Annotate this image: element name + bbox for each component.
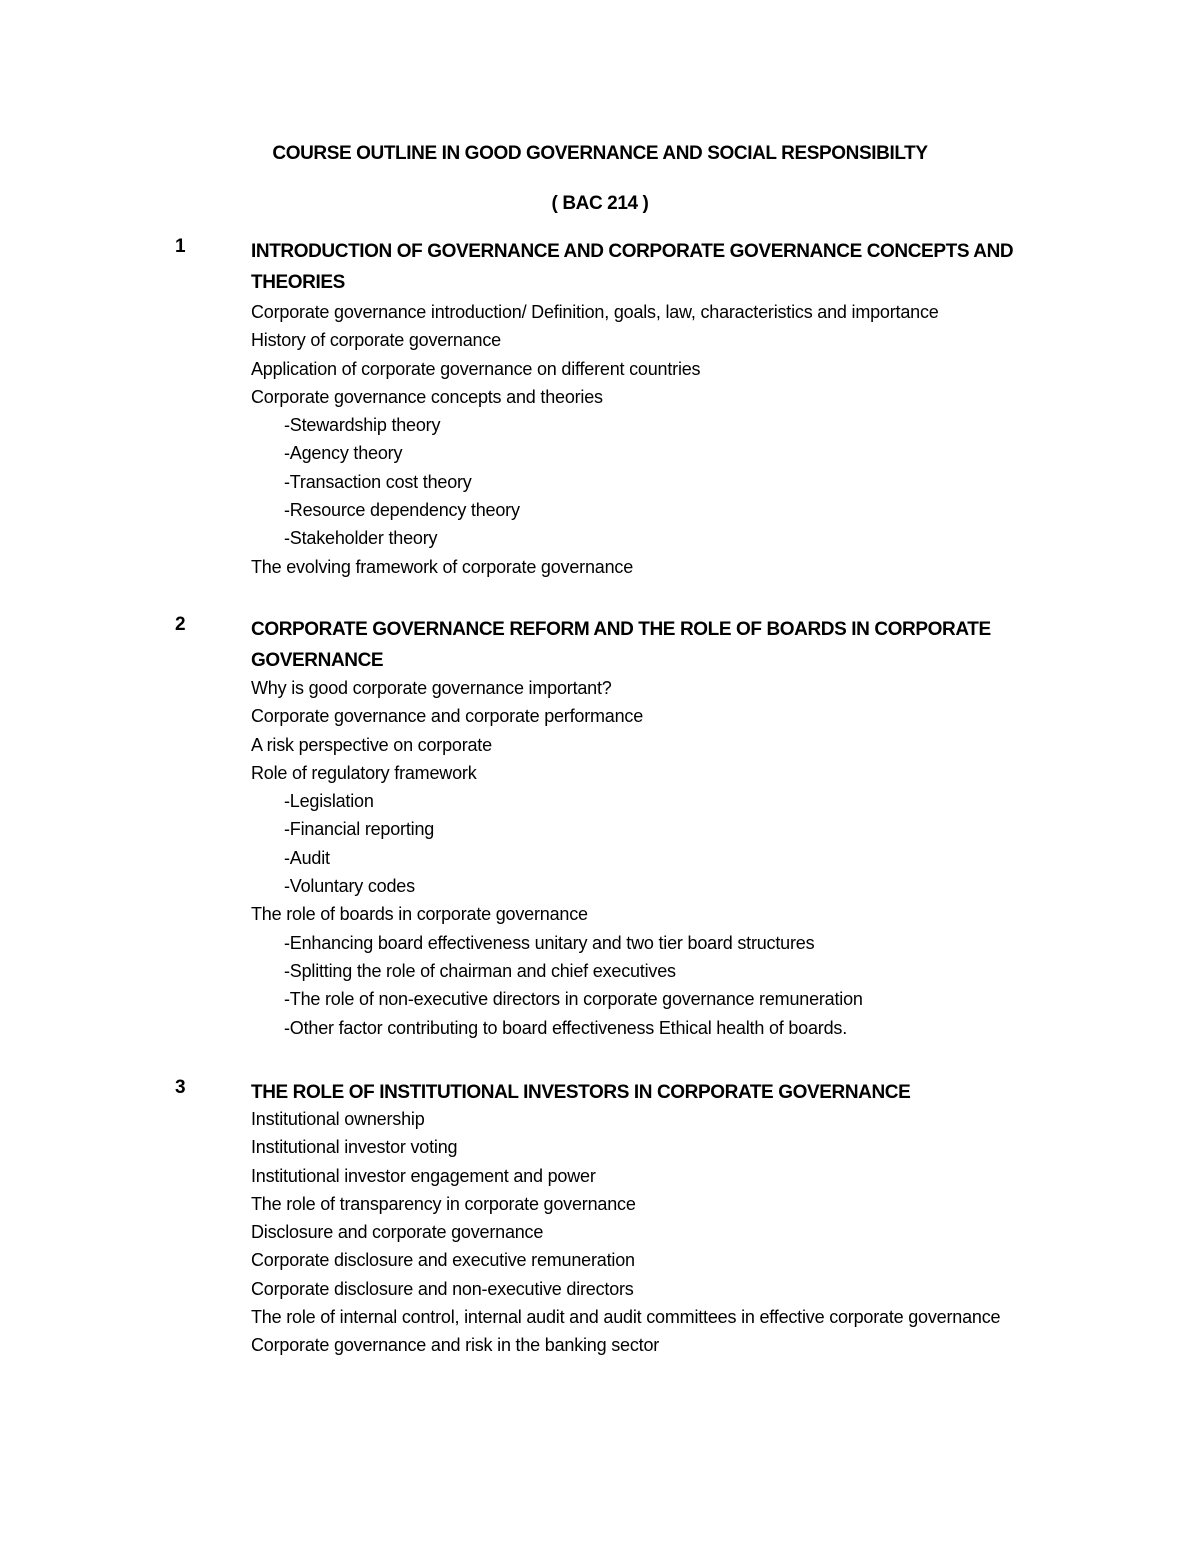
subtopic-item: -The role of non-executive directors in corporate governance remuneration	[284, 989, 863, 1010]
topic-item: Why is good corporate governance important?	[251, 678, 612, 698]
subtopic-item: -Voluntary codes	[284, 876, 415, 897]
subtopic-item: -Resource dependency theory	[284, 500, 520, 521]
topic-item: Role of regulatory framework	[251, 762, 477, 783]
section-number: 3	[175, 1077, 186, 1098]
section-heading: CORPORATE GOVERNANCE REFORM AND THE ROLE OF BOARDS IN CORPORATE GOVERNANCE	[251, 619, 991, 671]
topic-item: Institutional ownership	[251, 1109, 425, 1129]
topic-item: Corporate disclosure and non-executive directors	[251, 1278, 634, 1299]
subtopic-item: -Other factor contributing to board effectiveness Ethical health of boards.	[284, 1017, 847, 1038]
topic-item: Corporate governance and risk in the banking sector	[251, 1335, 660, 1356]
topic-item: The evolving framework of corporate governance	[251, 556, 634, 577]
topic-item: History of corporate governance	[251, 330, 501, 351]
subtopic-item: -Legislation	[284, 791, 374, 812]
topic-item: Corporate governance concepts and theories	[251, 386, 603, 407]
course-code: ( BAC 214 )	[551, 193, 649, 214]
section-number: 1	[175, 236, 186, 257]
subtopic-item: -Enhancing board effectiveness unitary and two tier board structures	[284, 932, 815, 953]
section-topic-list	[251, 298, 1071, 581]
subtopic-item: -Stewardship theory	[284, 415, 441, 436]
section-topic-list	[251, 674, 1071, 1042]
topic-item: Corporate governance and corporate performance	[251, 706, 644, 727]
document-title: COURSE OUTLINE IN GOOD GOVERNANCE AND SOCIAL RESPONSIBILTY	[272, 143, 928, 164]
topic-item: The role of transparency in corporate governance	[251, 1193, 636, 1214]
section-heading: INTRODUCTION OF GOVERNANCE AND CORPORATE GOVERNANCE CONCEPTS AND THEORIES	[251, 241, 1014, 293]
topic-item: Disclosure and corporate governance	[251, 1222, 544, 1243]
section-heading: THE ROLE OF INSTITUTIONAL INVESTORS IN CORPORATE GOVERNANCE	[251, 1082, 911, 1103]
topic-item: Corporate governance introduction/ Definition, goals, law, characteristics and importance	[251, 302, 939, 322]
topic-item: The role of internal control, internal audit and audit committees in effective corporate governance	[251, 1307, 1001, 1328]
subtopic-item: -Financial reporting	[284, 819, 435, 840]
topic-item: A risk perspective on corporate	[251, 734, 492, 755]
topic-item: The role of boards in corporate governance	[251, 904, 588, 925]
subtopic-item: -Splitting the role of chairman and chief executives	[284, 960, 676, 981]
section-number: 2	[175, 614, 186, 635]
subtopic-item: -Audit	[284, 847, 330, 868]
subtopic-item: -Agency theory	[284, 443, 403, 464]
subtopic-item: -Stakeholder theory	[284, 528, 438, 549]
subtopic-item: -Transaction cost theory	[284, 471, 472, 492]
section-topic-list	[251, 1105, 1071, 1360]
topic-item: Institutional investor voting	[251, 1137, 458, 1158]
topic-item: Application of corporate governance on different countries	[251, 358, 701, 379]
topic-item: Corporate disclosure and executive remuneration	[251, 1250, 635, 1271]
topic-item: Institutional investor engagement and power	[251, 1165, 596, 1186]
